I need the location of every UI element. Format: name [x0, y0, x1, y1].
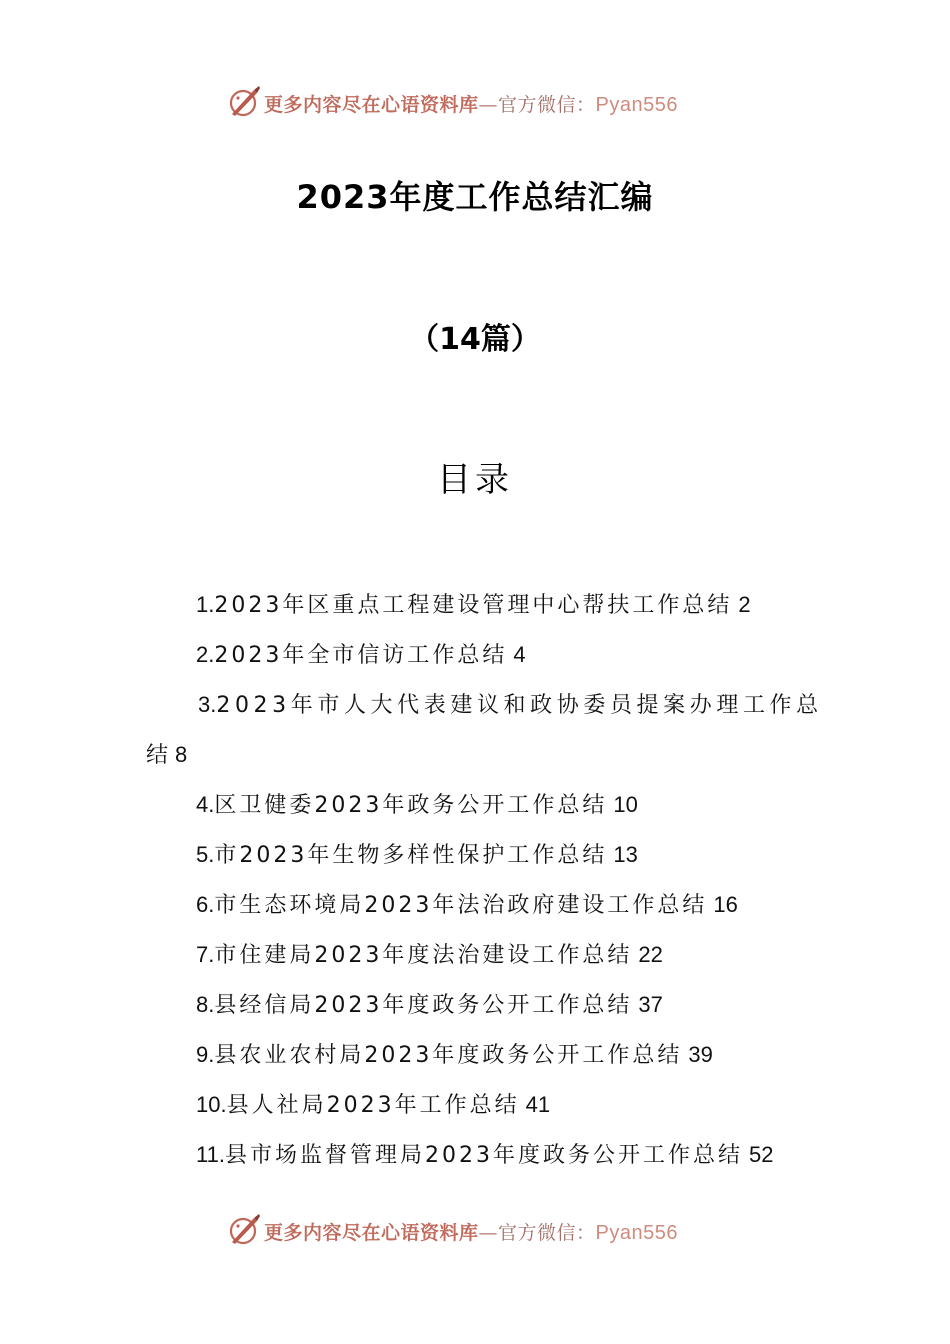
toc-item[interactable]: [196, 635, 526, 676]
watermark-official-label: 官方微信：: [498, 1222, 596, 1244]
toc-item-text: 2023年区重点工程建设管理中心帮扶工作总结: [214, 593, 733, 618]
toc-item-text: 2023年市人大代表建议和政协委员提案办理工作总: [216, 693, 823, 718]
toc-item-page: 39: [688, 1042, 713, 1067]
pen-logo-icon: [226, 84, 262, 120]
toc-item-page: 4: [513, 642, 526, 667]
toc-item-number: 11.: [196, 1142, 225, 1167]
toc-item-page: 8: [175, 742, 188, 767]
toc-item-text: 县市场监督管理局2023年度政务公开工作总结: [224, 1143, 743, 1168]
toc-item-page: 52: [748, 1142, 774, 1167]
toc-item-number: 5.: [196, 842, 215, 867]
toc-item-text-continuation: 结: [146, 743, 172, 768]
watermark-brand: 更多内容尽在心语资料库: [264, 1222, 479, 1244]
watermark-text: [264, 90, 678, 117]
toc-heading: 目录: [437, 460, 513, 500]
toc-item[interactable]: [196, 585, 751, 626]
watermark-official-label: 官方微信：: [498, 94, 596, 116]
toc-item-number: 9.: [196, 1042, 215, 1067]
toc-item-text: 2023年全市信访工作总结: [214, 643, 508, 668]
toc-item[interactable]: [198, 685, 823, 726]
toc-item-page: 10: [613, 792, 638, 817]
toc-item-number: 2.: [196, 642, 215, 667]
footer-watermark: [0, 1208, 950, 1252]
document-title: 2023年度工作总结汇编: [296, 178, 654, 216]
watermark-dash: —: [478, 1222, 499, 1244]
toc-item[interactable]: [196, 785, 638, 826]
toc-item-page: 2: [738, 592, 751, 617]
watermark-text: [264, 1218, 678, 1245]
toc-item-text: 县经信局2023年度政务公开工作总结: [214, 993, 633, 1018]
pen-logo-icon: [226, 1212, 262, 1248]
toc-item[interactable]: [196, 1085, 550, 1126]
toc-item-number: 4.: [196, 792, 215, 817]
toc-item[interactable]: [196, 885, 738, 926]
watermark-wechat-id: Pyan556: [595, 1222, 678, 1244]
header-watermark: [0, 80, 950, 124]
toc-item-page: 41: [525, 1092, 551, 1117]
toc-item-page: 22: [638, 942, 663, 967]
toc-item-continuation[interactable]: [146, 735, 187, 776]
toc-item-text: 区卫健委2023年政务公开工作总结: [214, 793, 608, 818]
watermark-dash: —: [478, 94, 499, 116]
toc-item-number: 7.: [196, 942, 215, 967]
toc-item-number: 8.: [196, 992, 215, 1017]
toc-item-text: 县人社局2023年工作总结: [226, 1093, 520, 1118]
toc-item-page: 37: [638, 992, 663, 1017]
toc-item-number: 1.: [196, 592, 215, 617]
toc-item-page: 13: [613, 842, 638, 867]
toc-item-text: 市2023年生物多样性保护工作总结: [214, 843, 608, 868]
toc-item[interactable]: [196, 935, 663, 976]
toc-item-page: 16: [713, 892, 738, 917]
toc-item-number: 3.: [198, 692, 217, 717]
toc-item-text: 市住建局2023年度法治建设工作总结: [214, 943, 633, 968]
toc-item[interactable]: [196, 1135, 773, 1176]
toc-item-number: 10.: [196, 1092, 227, 1117]
toc-item-text: 县农业农村局2023年度政务公开工作总结: [214, 1043, 683, 1068]
toc-item[interactable]: [196, 1035, 713, 1076]
watermark-brand: 更多内容尽在心语资料库: [264, 94, 479, 116]
toc-item[interactable]: [196, 985, 663, 1026]
document-subtitle: （14篇）: [409, 322, 541, 357]
toc-item-text: 市生态环境局2023年法治政府建设工作总结: [214, 893, 708, 918]
toc-item-number: 6.: [196, 892, 215, 917]
watermark-wechat-id: Pyan556: [595, 94, 678, 116]
toc-item[interactable]: [196, 835, 638, 876]
